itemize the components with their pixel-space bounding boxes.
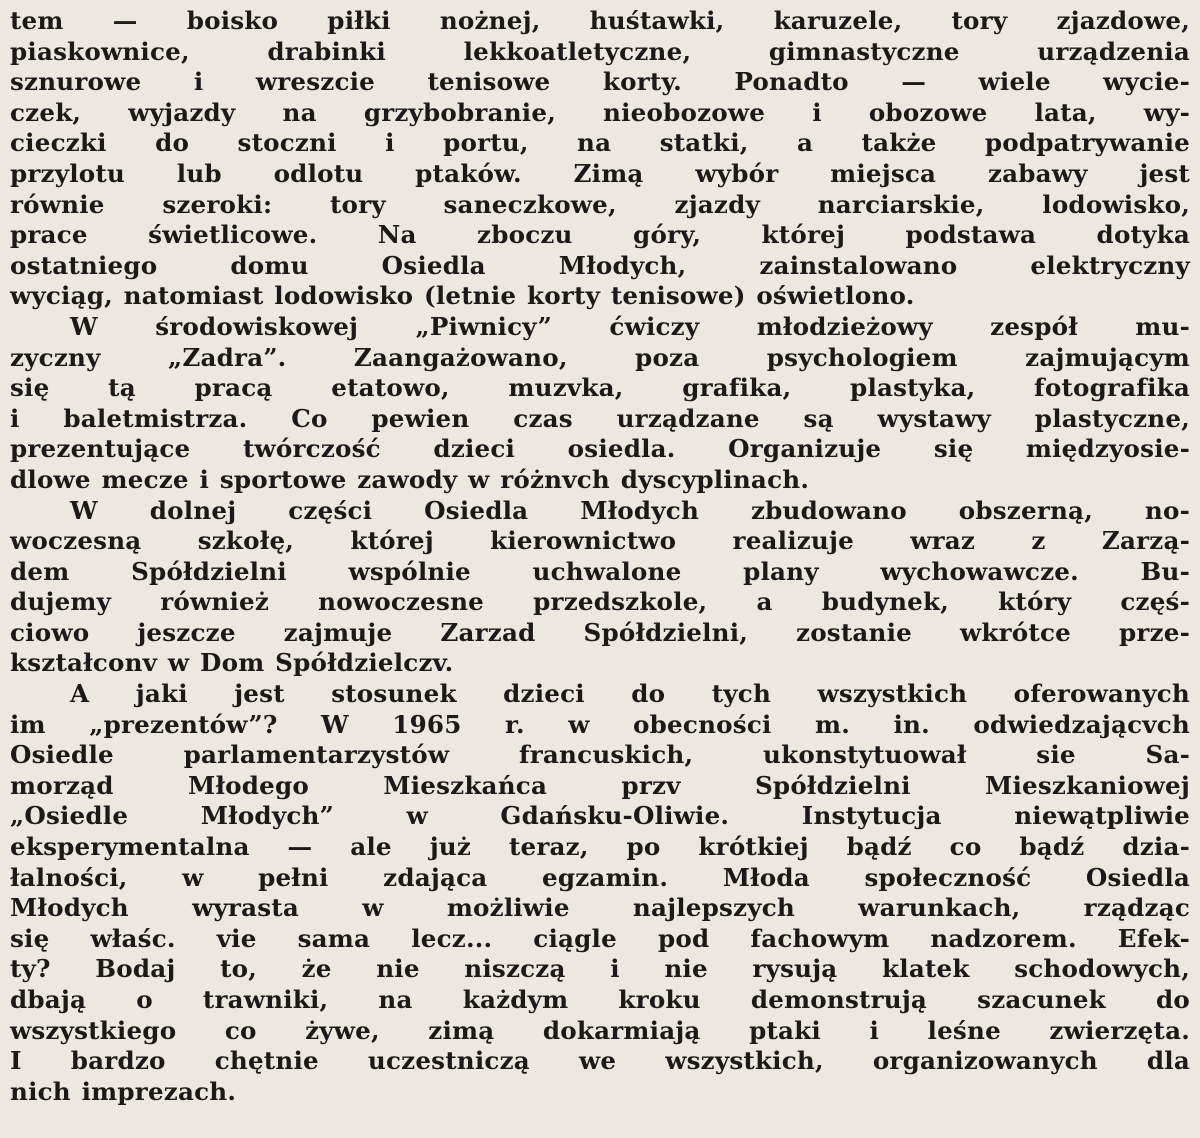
article-paragraph [10, 312, 1190, 496]
text-line: przylotu lub odlotu ptaków. Zimą wybór miejsca zabawy jest [10, 158, 1190, 188]
text-line: W środowiskowej „Piwnicy” ćwiczy młodzieżowy zespół mu- [70, 311, 1190, 341]
text-line: prace świetlicowe. Na zboczu góry, której podstawa dotyka [10, 220, 1190, 250]
article-paragraph [10, 6, 1190, 312]
article-paragraph [10, 679, 1190, 1107]
text-line: wyciąg, natomiast lodowisko (letnie korty tenisowe) oświetlono. [10, 281, 915, 311]
text-line: dujemy również nowoczesne przedszkole, a budynek, który częś- [10, 587, 1190, 617]
text-line: nich imprezach. [10, 1076, 237, 1106]
text-line: się właśc. vie sama lecz... ciągle pod fachowym nadzorem. Efek- [10, 923, 1190, 953]
article-paragraph [10, 496, 1190, 680]
text-line: i baletmistrza. Co pewien czas urządzane są wystawy plastyczne, [10, 403, 1190, 433]
text-line: W dolnej części Osiedla Młodych zbudowano obszerną, no- [70, 495, 1190, 525]
text-line: cieczki do stoczni i portu, na statki, a także podpatrywanie [10, 128, 1190, 158]
text-line: Osiedle parlamentarzystów francuskich, ukonstytuował sie Sa- [10, 740, 1190, 770]
text-line: wszystkiego co żywe, zimą dokarmiają ptaki i leśne zwierzęta. [10, 1015, 1190, 1045]
text-line: A jaki jest stosunek dzieci do tych wszystkich oferowanych [70, 679, 1190, 709]
text-line: morząd Młodego Mieszkańca przv Spółdzielni Mieszkaniowej [10, 770, 1190, 800]
text-line: dbają o trawniki, na każdym kroku demonstrują szacunek do [10, 985, 1190, 1014]
text-line: „Osiedle Młodych” w Gdańsku-Oliwie. Instytucja niewątpliwie [10, 801, 1190, 831]
text-line: tem — boisko piłki nożnej, huśtawki, karuzele, tory zjazdowe, [10, 6, 1190, 35]
text-line: piaskownice, drabinki lekkoatletyczne, gimnastyczne urządzenia [10, 36, 1190, 66]
article-text-column [10, 6, 1190, 1107]
text-line: woczesną szkołę, której kierownictwo realizuje wraz z Zarzą- [10, 526, 1190, 556]
text-line: ostatniego domu Osiedla Młodych, zainstalowano elektryczny [10, 250, 1190, 280]
text-line: czek, wyjazdy na grzybobranie, nieobozowe i obozowe lata, wy- [10, 97, 1190, 127]
text-line: sznurowe i wreszcie tenisowe korty. Ponadto — wiele wycie- [10, 67, 1190, 97]
text-line: ciowo jeszcze zajmuje Zarzad Spółdzielni, zostanie wkrótce prze- [10, 617, 1190, 647]
text-line: Młodych wyrasta w możliwie najlepszych warunkach, rządząc [10, 893, 1190, 923]
text-line: łalności, w pełni zdająca egzamin. Młoda społeczność Osiedla [10, 862, 1190, 892]
text-line: kształconv w Dom Spółdzielczv. [10, 648, 454, 678]
text-line: równie szeroki: tory saneczkowe, zjazdy narciarskie, lodowisko, [10, 189, 1190, 219]
text-line: im „prezentów”? W 1965 r. w obecności m. in. odwiedzającvch [10, 709, 1190, 739]
text-line: prezentujące twórczość dzieci osiedla. Organizuje się międzyosie- [10, 434, 1190, 464]
text-line: dem Spółdzielni wspólnie uchwalone plany wychowawcze. Bu- [10, 556, 1190, 586]
text-line: I bardzo chętnie uczestniczą we wszystkich, organizowanych dla [10, 1046, 1190, 1076]
text-line: eksperymentalna — ale już teraz, po krótkiej bądź co bądź dzia- [10, 832, 1190, 862]
text-line: dlowe mecze i sportowe zawody w różnvch dyscyplinach. [10, 464, 810, 494]
text-line: ty? Bodaj to, że nie niszczą i nie rysują klatek schodowych, [10, 954, 1190, 984]
text-line: się tą pracą etatowo, muzvka, grafika, plastyka, fotografika [10, 373, 1190, 403]
text-line: zyczny „Zadra”. Zaangażowano, poza psychologiem zajmującym [10, 342, 1190, 372]
